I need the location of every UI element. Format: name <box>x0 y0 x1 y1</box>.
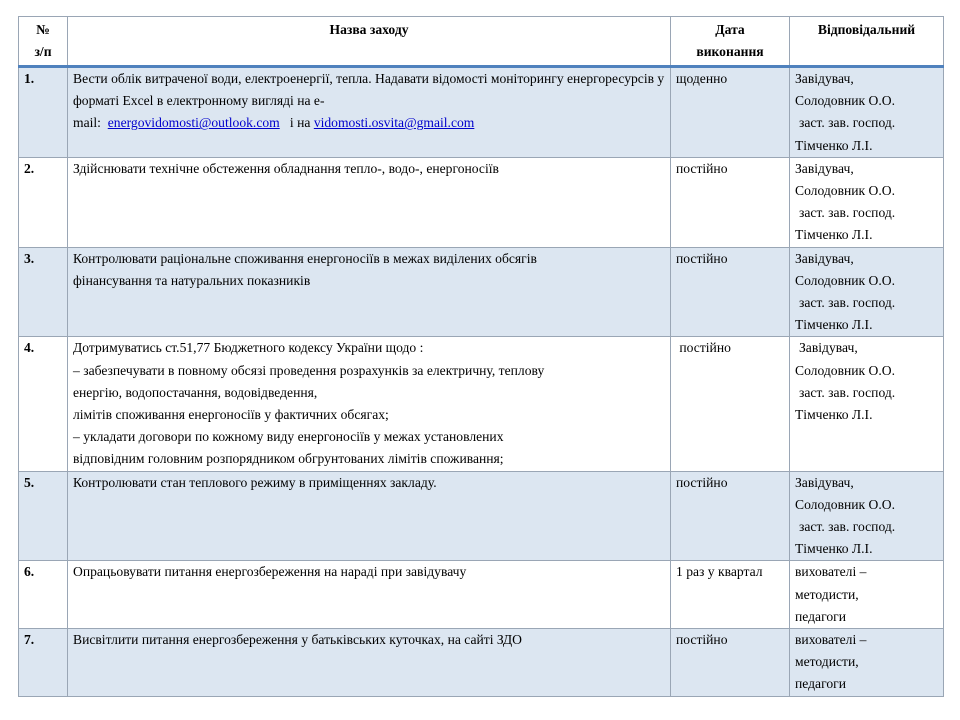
row-responsible <box>790 157 944 247</box>
row-date: постійно <box>671 629 790 697</box>
responsible-line: Тімченко Л.І. <box>795 407 873 423</box>
row-date: постійно <box>671 157 790 247</box>
row-date: 1 раз у квартал <box>671 561 790 629</box>
responsible-line: Солодовник О.О. <box>795 272 895 288</box>
row-number: 1. <box>19 67 68 158</box>
row-name-line: енергію, водопостачання, водовідведення, <box>73 384 318 400</box>
table-row <box>19 471 944 561</box>
row-responsible <box>790 247 944 337</box>
row-name-line: Здійснювати технічне обстеження обладнання тепло-, водо-, енергоносіїв <box>73 160 499 176</box>
measures-table <box>18 16 944 697</box>
row-name <box>68 629 671 697</box>
row-name-line: Контролювати стан теплового режиму в приміщеннях закладу. <box>73 474 437 490</box>
row-name-text: Вести облік витраченої води, електроенергії, тепла. Надавати відомості моніторингу енергоресурсів у форматі Excel в електронному вигляді на е- <box>73 71 665 109</box>
responsible-line: методисти, <box>795 586 859 602</box>
responsible-line: Завідувач, <box>795 71 854 86</box>
row-name-line: фінансування та натуральних показників <box>73 272 311 288</box>
responsible-line: Тімченко Л.І. <box>795 541 873 557</box>
row-name-text: і на <box>279 115 314 131</box>
header-num <box>19 17 68 67</box>
row-number: 4. <box>19 337 68 471</box>
table-row <box>19 67 944 158</box>
header-responsible: Відповідальний <box>790 17 944 67</box>
responsible-line: Солодовник О.О. <box>795 183 895 199</box>
row-number: 6. <box>19 561 68 629</box>
row-date: постійно <box>671 247 790 337</box>
row-number: 2. <box>19 157 68 247</box>
header-num-line2: з/п <box>34 44 52 60</box>
header-name: Назва заходу <box>68 17 671 67</box>
row-name <box>68 337 671 471</box>
responsible-line: Тімченко Л.І. <box>795 317 873 333</box>
responsible-line: вихователі – <box>795 564 867 580</box>
row-name <box>68 247 671 337</box>
responsible-line: Завідувач, <box>795 250 854 266</box>
responsible-line: Завідувач, <box>795 474 854 490</box>
row-responsible <box>790 67 944 158</box>
email-link[interactable]: vidomosti.osvita@gmail.com <box>313 115 475 131</box>
responsible-line: заст. зав. господ. <box>799 519 896 535</box>
responsible-line: Солодовник О.О. <box>795 362 895 378</box>
responsible-line: заст. зав. господ. <box>799 205 896 221</box>
table-row <box>19 337 944 471</box>
row-name-line: Висвітлити питання енергозбереження у батьківських куточках, на сайті ЗДО <box>73 632 522 648</box>
row-name <box>68 67 671 158</box>
row-name <box>68 561 671 629</box>
row-name-line: відповідним головним розпорядником обгрунтованих лімітів споживання; <box>73 451 504 467</box>
row-date: щоденно <box>671 67 790 158</box>
responsible-line: Тімченко Л.І. <box>795 227 873 243</box>
header-date <box>671 17 790 67</box>
row-name <box>68 471 671 561</box>
email-link[interactable]: energovidomosti@outlook.com <box>107 115 280 131</box>
responsible-line: Солодовник О.О. <box>795 93 895 109</box>
responsible-line: Солодовник О.О. <box>795 496 895 512</box>
responsible-line: заст. зав. господ. <box>799 115 896 131</box>
row-responsible <box>790 561 944 629</box>
table-row <box>19 157 944 247</box>
row-number: 7. <box>19 629 68 697</box>
row-name-line: Опрацьовувати питання енергозбереження на нараді при завідувачу <box>73 564 467 580</box>
row-name-text: mail: <box>73 115 108 131</box>
row-name <box>68 157 671 247</box>
header-date-line1: Дата <box>715 22 745 37</box>
row-date: постійно <box>671 471 790 561</box>
responsible-line: Завідувач, <box>795 160 854 176</box>
table-header-row <box>19 17 944 67</box>
row-name-line: – забезпечувати в повному обсязі проведення розрахунків за електричну, теплову <box>73 362 545 378</box>
row-responsible <box>790 471 944 561</box>
row-responsible <box>790 337 944 471</box>
row-name-line: Контролювати раціональне споживання енергоносіїв в межах виділених обсягів <box>73 250 537 266</box>
responsible-line: педагоги <box>795 608 846 624</box>
table-row <box>19 247 944 337</box>
table-row <box>19 561 944 629</box>
row-name-line: лімітів споживання енергоносіїв у фактичних обсягах; <box>73 407 389 423</box>
header-num-line1: № <box>36 22 50 37</box>
responsible-line: Завідувач, <box>799 340 858 356</box>
row-responsible <box>790 629 944 697</box>
table-row <box>19 629 944 697</box>
responsible-line: методисти, <box>795 654 859 670</box>
responsible-line: заст. зав. господ. <box>799 384 896 400</box>
responsible-line: заст. зав. господ. <box>799 295 896 311</box>
responsible-line: педагоги <box>795 676 846 692</box>
row-number: 5. <box>19 471 68 561</box>
row-number: 3. <box>19 247 68 337</box>
row-name-line: – укладати договори по кожному виду енергоносіїв у межах установлених <box>73 429 504 445</box>
responsible-line: вихователі – <box>795 632 867 648</box>
row-name-line: Дотримуватись ст.51,77 Бюджетного кодексу України щодо : <box>73 340 424 356</box>
responsible-line: Тімченко Л.І. <box>795 137 873 153</box>
row-date: постійно <box>671 337 790 471</box>
header-date-line2: виконання <box>696 44 764 60</box>
